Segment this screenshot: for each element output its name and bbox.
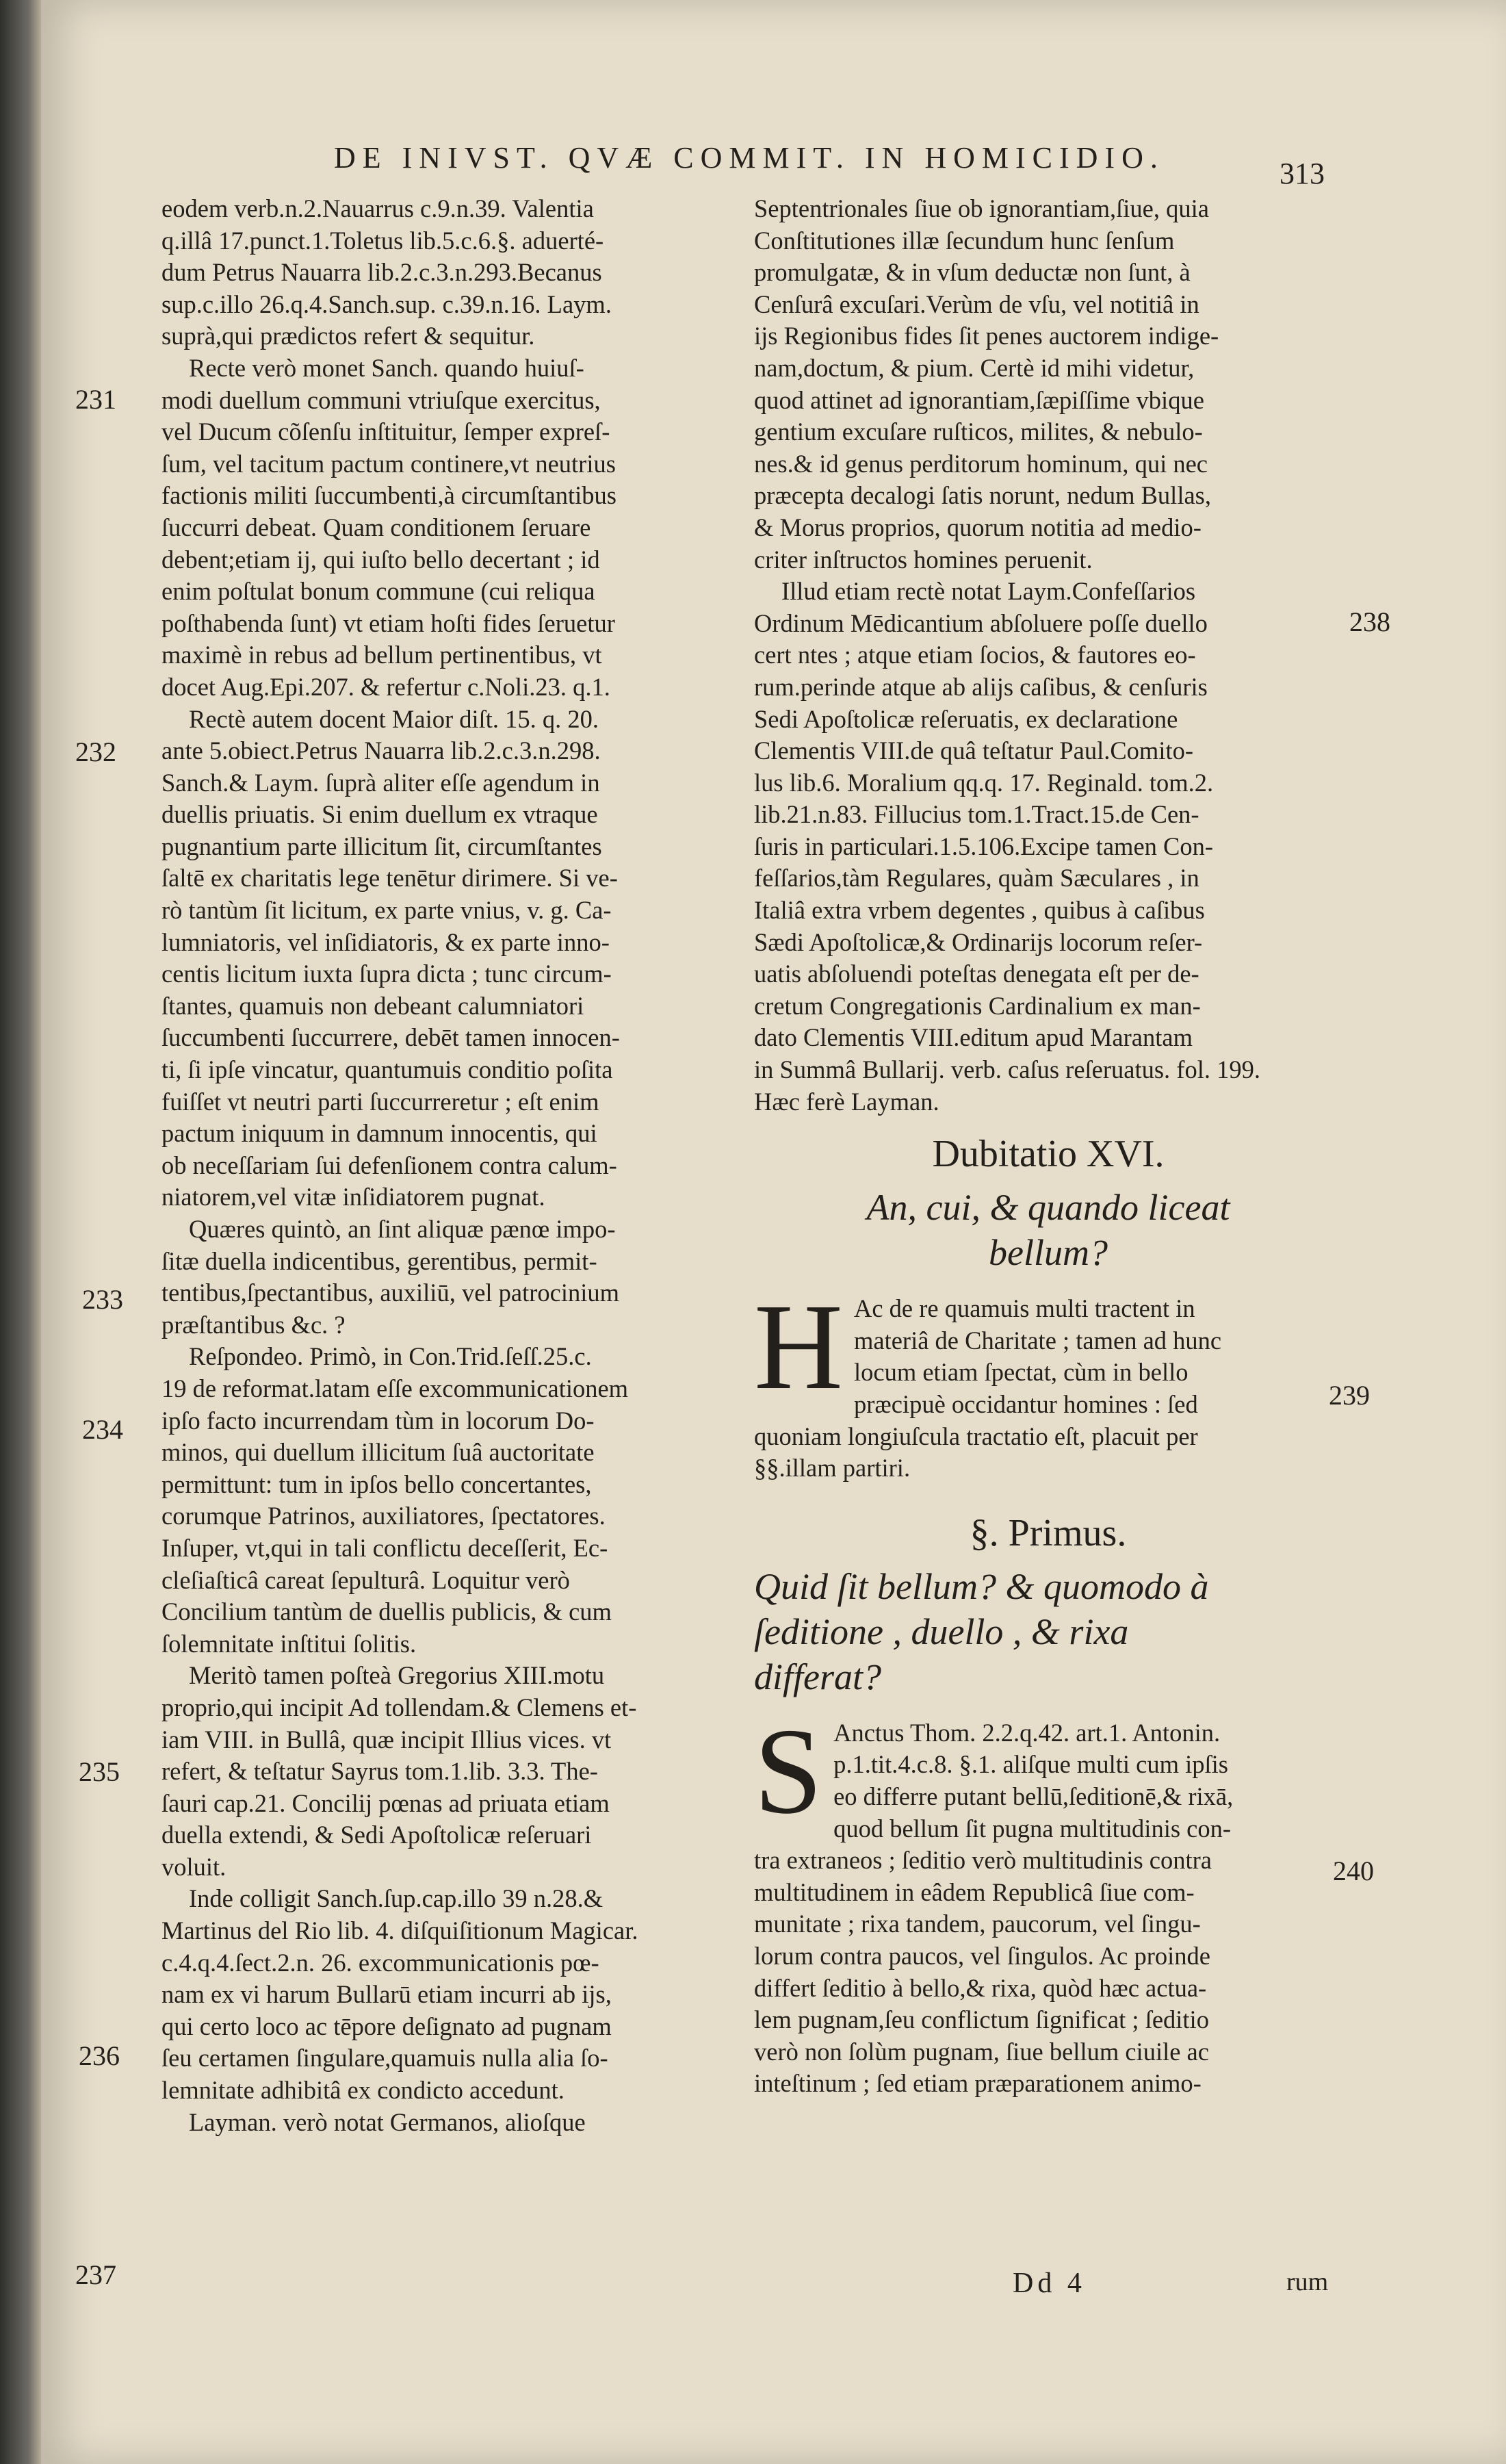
book-gutter: [0, 0, 41, 2464]
paragraph-240-text: Anctus Thom. 2.2.q.42. art.1. Antonin. p.1.tit.4.c.8. §.1. aliſque multi cum ipſis eo differre putant bellū,ſeditionē,& rixā, quod bellum ſit pugna multitudinis con- tra extraneos ; ſeditio verò multitudinis contra multitudinem in eâdem Republicâ ſiue com- munitate ; rixa tandem, paucorum, vel ſingu- lorum contra paucos, vel ſingulos. Ac proinde differt ſeditio à bello,& rixa, quòd hæc actua- lem pugnam,ſeu conflictum ſignificat ; ſeditio verò non ſolùm pugnam, ſiue bellum ciuile ac inteſtinum ; ſed etiam præparationem animo-: [754, 1718, 1234, 2098]
margin-number-232: 232: [75, 736, 116, 767]
right-column: [754, 193, 1342, 2100]
paragraph-239-text: Ac de re quamuis multi tractent in materiâ de Charitate ; tamen ad hunc locum etiam ſpectat, cùm in bello præcipuè occidantur homines : ſed quoniam longiuſcula tractatio eſt, placuit per §§.illam partiri.: [754, 1294, 1222, 1483]
margin-number-236: 236: [79, 2040, 120, 2071]
paragraph-239: [754, 1279, 1342, 1485]
paragraph-231: Recte verò monet Sanch. quando huiuſ- modi duellum communi vtriuſque exercitus, vel Ducum cõſenſu inſtituitur, ſemper expreſ- ſum, vel tacitum pactum continere,vt neutrius factionis militi ſuccumbenti,à circumſtantibus ſuccurri debeat. Quam conditionem ſeruare debent;etiam ij, qui iuſto bello decertant ; id enim poſtulat bonum commune (cui reliqua poſthabenda ſunt) vt etiam hoſti fides ſeruetur maximè in rebus ad bellum pertinentibus, vt docet Aug.Epi.207. & refertur c.Noli.23. q.1.: [161, 353, 616, 701]
paragraph-233: Quæres quintò, an ſint aliquæ pænœ impo- ſitæ duella indicentibus, gerentibus, permit- tentibus,ſpectantibus, auxiliū, vel patrocinium præſtantibus &c. ?: [161, 1215, 620, 1339]
paragraph-235: Meritò tamen poſteà Gregorius XIII.motu proprio,qui incipit Ad tollendam.& Clemens et- iam VIII. in Bullâ, quæ incipit Illius vices. vt refert, & teſtatur Sayrus tom.1.lib. 3.3. The- ſauri cap.21. Concilij pœnas ad priuata etiam duella extendi, & Sedi Apoſtolicæ reſeruari voluit.: [161, 1661, 637, 1881]
paragraph-236: Inde colligit Sanch.ſup.cap.illo 39 n.28.& Martinus del Rio lib. 4. diſquiſitionum Magicar. c.4.q.4.ſect.2.n. 26. excommunicationis pœ- nam ex vi harum Bullarū etiam incurri ab ijs, qui certo loco ac tēpore deſignato ad pugnam ſeu certamen ſingulare,quamuis nulla alia ſo- lemnitate adhibitâ ex condicto accedunt.: [161, 1884, 638, 2105]
paragraph-continued-right: Septentrionales ſiue ob ignorantiam,ſiue, quia Conſtitutiones illæ ſecundum hunc ſenſum promulgatæ, & in vſum deductæ non ſunt, à Cenſurâ excuſari.Verùm de vſu, vel notitiâ in ijs Regionibus fides ſit penes auctorem indige- nam,doctum, & pium. Certè id mihi videtur, quod attinet ad ignorantiam,ſæpiſſime vbique gentium excuſare ruſticos, milites, & nebulo- nes.& id genus perditorum hominum, qui nec præcepta decalogi ſatis norunt, nedum Bullas, & Morus proprios, quorum notitia ad medio- criter inſtructos homines peruenit.: [754, 194, 1219, 574]
margin-number-240: 240: [1333, 1856, 1374, 1886]
section-heading: §. Primus.: [970, 1511, 1127, 1554]
dubitatio-question: An, cui, & quando liceat bellum?: [866, 1187, 1230, 1274]
drop-cap-h: H: [754, 1279, 843, 1415]
running-head: DE INIVST. QVÆ COMMIT. IN HOMICIDIO.: [334, 141, 1165, 175]
dubitatio-heading: Dubitatio XVI.: [932, 1133, 1165, 1176]
paragraph-237: Layman. verò notat Germanos, alioſque: [189, 2107, 586, 2136]
margin-number-239: 239: [1329, 1380, 1370, 1411]
margin-number-235: 235: [79, 1756, 120, 1787]
margin-number-238: 238: [1349, 606, 1390, 637]
paragraph-232: Rectè autem docent Maior diſt. 15. q. 20. ante 5.obiect.Petrus Nauarra lib.2.c.3.n.298. Sanch.& Laym. ſuprà aliter eſſe agendum in duellis priuatis. Si enim duellum ex vtraque pugnantium parte illicitum ſit, circumſtantes ſaltē ex charitatis lege tenētur dirimere. Si ve- rò tantùm ſit licitum, ex parte vnius, v. g. Ca- lumniatoris, vel inſidiatoris, & ex parte inno- centis licitum iuxta ſupra dicta ; tunc circum- ſtantes, quamuis non debeant calumniatori ſuccumbenti ſuccurrere, debēt tamen innocen- ti, ſi ipſe vincatur, quantumuis conditio poſita fuiſſet vt neutri parti ſuccurreretur ; eſt enim pactum iniquum in damnum innocentis, qui ob neceſſariam ſui defenſionem contra calum- niatorem,vel vitæ inſidiatorem pugnat.: [161, 704, 620, 1211]
drop-cap-s: S: [754, 1702, 823, 1839]
section-question: Quid ſit bellum? & quomodo à ſeditione , duello , & rixa differat?: [754, 1565, 1209, 1697]
paragraph-240: [754, 1702, 1342, 2100]
margin-number-237: 237: [75, 2259, 116, 2290]
paragraph-continued: eodem verb.n.2.Nauarrus c.9.n.39. Valentia q.illâ 17.punct.1.Toletus lib.5.c.6.§. aduerté- dum Petrus Nauarra lib.2.c.3.n.293.Becanus sup.c.illo 26.q.4.Sanch.sup. c.39.n.16. Laym. suprà,qui prædictos refert & sequitur.: [161, 194, 612, 350]
margin-number-231: 231: [75, 384, 116, 415]
paragraph-234: Reſpondeo. Primò, in Con.Trid.ſeſſ.25.c. 19 de reformat.latam eſſe excommunicationem ipſo facto incurrendam tùm in locorum Do- minos, qui duellum illicitum ſuâ auctoritate permittunt: tum in ipſos bello concertantes, corumque Patrinos, auxiliatores, ſpectatores. Inſuper, vt,qui in tali conflictu deceſſerit, Ec- cleſiaſticâ careat ſepulturâ. Loquitur verò Concilium tantùm de duellis publicis, & cum ſolemnitate inſtitui ſolitis.: [161, 1342, 629, 1658]
margin-number-234: 234: [82, 1414, 123, 1445]
page-number: 313: [1280, 157, 1325, 190]
left-column: [161, 193, 736, 2138]
catchword: rum: [1286, 2268, 1329, 2296]
paragraph-238: Illud etiam rectè notat Laym.Confeſſarios Ordinum Mēdicantium abſoluere poſſe duello cert ntes ; atque etiam ſocios, & fautores eo- rum.perinde atque ab alijs caſibus, & cenſuris Sedi Apoſtolicæ reſeruatis, ex declaratione Clementis VIII.de quâ teſtatur Paul.Comito- lus lib.6. Moralium qq.q. 17. Reginald. tom.2. lib.21.n.83. Fillucius tom.1.Tract.15.de Cen- ſuris in particulari.1.5.106.Excipe tamen Con- feſſarios,tàm Regulares, quàm Sæculares , in Italiâ extra vrbem degentes , quibus à caſibus Sædi Apoſtolicæ,& Ordinarijs locorum reſer- uatis abſoluendi poteſtas denegata eſt per de- cretum Congregationis Cardinalium ex man- dato Clementis VIII.editum apud Marantam in Summâ Bullarij. verb. caſus reſeruatus. fol. 199. Hæc ferè Layman.: [754, 577, 1260, 1116]
signature-mark: Dd 4: [1013, 2268, 1086, 2299]
margin-number-233: 233: [82, 1284, 123, 1315]
